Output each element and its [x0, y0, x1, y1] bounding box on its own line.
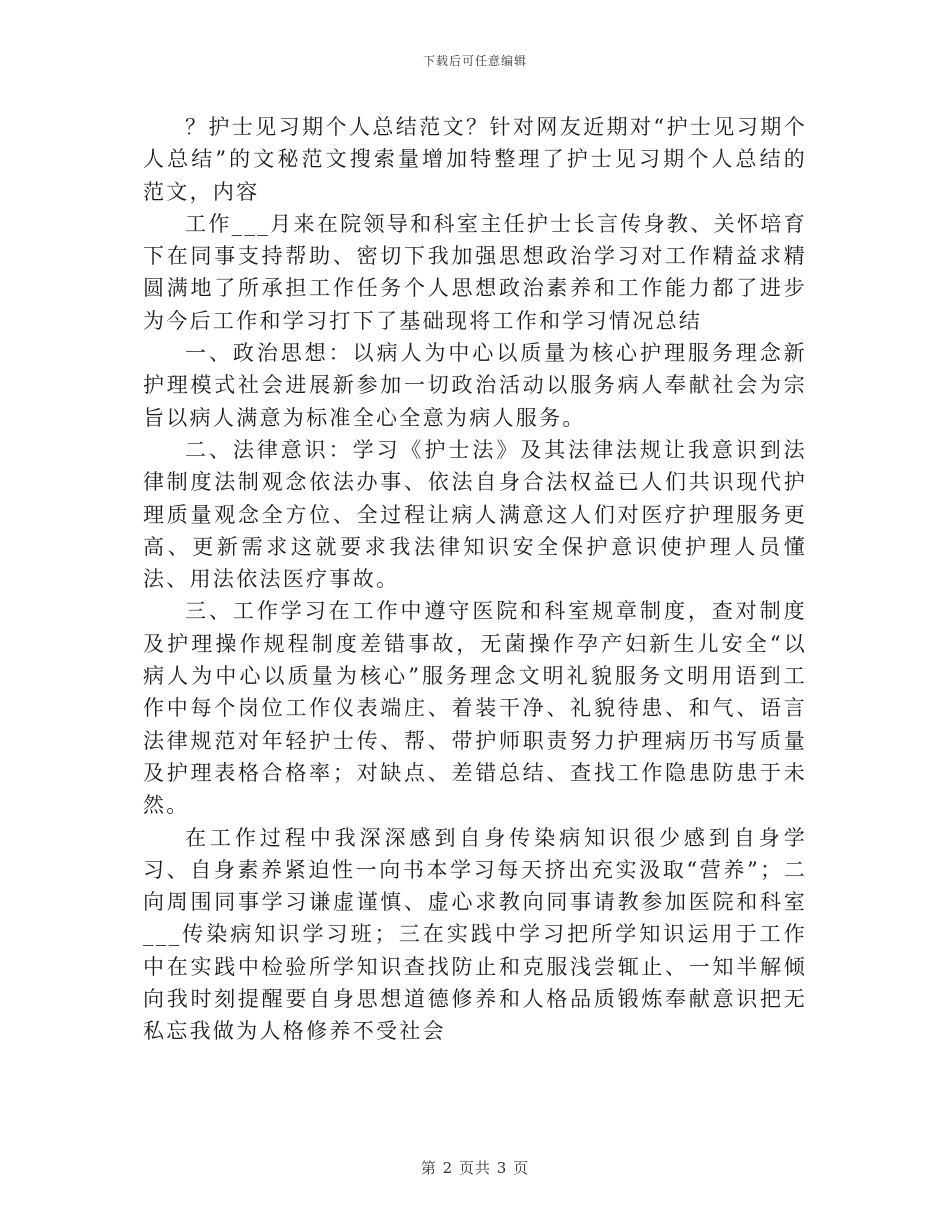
paragraph-work-overview: 工作___月来在院领导和科室主任护士长言传身教、关怀培育下在同事支持帮助、密切下我加强思想政治学习对工作精益求精圆满地了所承担工作任务个人思想政治素养和工作能力都了进步为今后工作和学习打下了基础现将工作和学习情况总结 [143, 211, 807, 333]
paragraph-self-improvement: 在工作过程中我深深感到自身传染病知识很少感到自身学习、自身素养紧迫性一向书本学习每天挤出充实汲取“营养”；二向周围同事学习谦虚谨慎、虚心求教向同事请教参加医院和科室___传染病知识学习班；三在实践中学习把所学知识运用于工作中在实践中检验所学知识查找防止和克服浅尝辄止、一知半解倾向我时刻提醒要自身思想道德修养和人格品质锻炼奉献意识把无私忘我做为人格修养不受社会 [143, 825, 807, 1044]
document-body [143, 111, 807, 1048]
paragraph-intro: ？护士见习期个人总结范文？针对网友近期对“护士见习期个人总结”的文秘范文搜索量增加特整理了护士见习期个人总结的范文，内容 [143, 115, 807, 204]
paragraph-work-study: 三、工作学习在工作中遵守医院和科室规章制度，查对制度及护理操作规程制度差错事故，无菌操作孕产妇新生儿安全“以病人为中心以质量为核心”服务理念文明礼貌服务文明用语到工作中每个岗位工作仪表端庄、着装干净、礼貌待患、和气、语言法律规范对年轻护士传、帮、带护师职责努力护理病历书写质量及护理表格合格率；对缺点、差错总结、查找工作隐患防患于未然。 [143, 599, 807, 818]
page-footer: 第 2 页共 3 页 [420, 1159, 530, 1177]
page-header: 下载后可任意编辑 [422, 54, 527, 68]
paragraph-legal-awareness: 二、法律意识：学习《护士法》及其法律法规让我意识到法律制度法制观念依法办事、依法自身合法权益已人们共识现代护理质量观念全方位、全过程让病人满意这人们对医疗护理服务更高、更新需求这就要求我法律知识安全保护意识使护理人员懂法、用法依法医疗事故。 [143, 437, 807, 592]
paragraph-political-thought: 一、政治思想：以病人为中心以质量为核心护理服务理念新护理模式社会进展新参加一切政治活动以服务病人奉献社会为宗旨以病人满意为标准全心全意为病人服务。 [143, 341, 807, 430]
